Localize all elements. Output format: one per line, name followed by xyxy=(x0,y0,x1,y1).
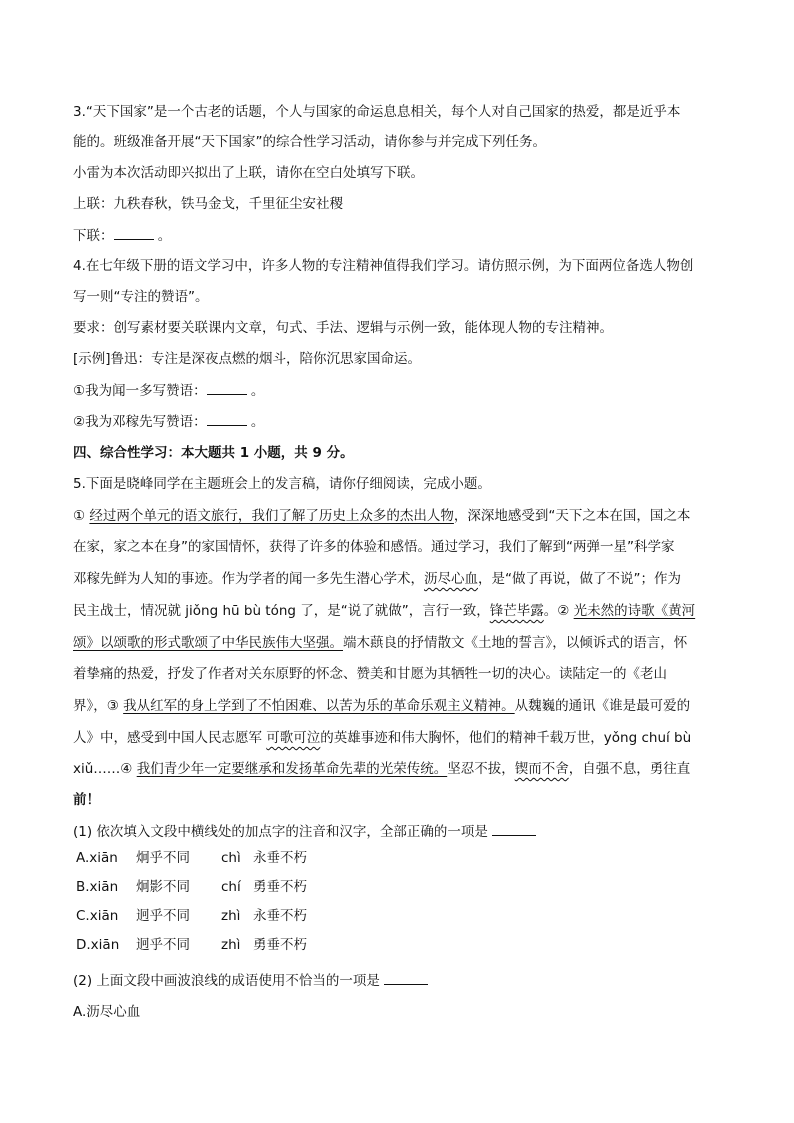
q5-para-line-1 xyxy=(73,506,690,526)
underlined-sentence-4: 我们青少年一定要继承和发扬革命先辈的光荣传统。 xyxy=(136,761,448,777)
q4-item-1 xyxy=(73,380,264,401)
circle-1-marker: ① xyxy=(73,508,90,524)
q5-para-line-3 xyxy=(73,569,681,589)
q4-blank-1[interactable] xyxy=(207,380,247,395)
sub-question-2-blank[interactable] xyxy=(384,970,428,985)
q5-sub-2 xyxy=(73,970,428,991)
q4-blank-2[interactable] xyxy=(207,411,247,426)
sub-question-1-text: (1) 依次填入文段中横线处的加点字的注音和汉字，全部正确的一项是 xyxy=(73,824,488,840)
option-pinyin: chí xyxy=(221,879,241,895)
wavy-idiom-2: 锋芒毕露 xyxy=(489,603,544,619)
option-letter: C.xiān xyxy=(76,908,119,924)
option-idiom: 勇垂不朽 xyxy=(253,879,307,895)
q3-lower-couplet xyxy=(73,225,171,246)
para-text: 端木蕻良的抒情散文《土地的誓言》，以倾诉式的语言，怀 xyxy=(343,635,688,651)
q5-para-line-6: 着挚痛的热爱，抒发了作者对关东原野的怀念、赞美和甘愿为其牺牲一切的决心。读陆定一的《老山 xyxy=(73,666,667,682)
para-text: ，是“做了再说，做了不说”；作为 xyxy=(478,571,681,587)
q5-intro: 5.下面是晓峰同学在主题班会上的发言稿，请你仔细阅读，完成小题。 xyxy=(73,476,491,492)
q5-sub-1 xyxy=(73,821,536,842)
underlined-sentence-1: 经过两个单元的语文旅行，我们了解了历史上众多的杰出人物 xyxy=(89,508,454,524)
option-word: 炯乎不同 xyxy=(136,850,190,866)
sub-question-2-text: (2) 上面文段中画波浪线的成语使用不恰当的一项是 xyxy=(73,973,380,989)
para-text: ，自强不息，勇往直 xyxy=(568,761,691,777)
para-text: 邓稼先鲜为人知的事迹。作为学者的闻一多先生潜心学术， xyxy=(73,571,424,587)
sub-question-1-blank[interactable] xyxy=(492,821,536,836)
q3-lower-period: 。 xyxy=(157,228,172,244)
para-text: 民主战士，情况就 jiǒng hū bù tóng 了，是“说了就做”，言行一致， xyxy=(73,603,490,619)
para-text: 人》中，感受到中国人民志愿军 xyxy=(73,730,267,746)
q5-para-line-7 xyxy=(73,696,690,716)
underlined-sentence-2: 光未然的诗歌《黄河 xyxy=(573,603,696,619)
q5-para-line-2: 在家，家之本在身”的家国情怀，获得了许多的体验和感悟。通过学习，我们了解到“两弹一星”科学家 xyxy=(73,539,675,555)
wavy-idiom-3: 可歌可泣 xyxy=(266,730,321,746)
para-text: 的英雄事迹和伟大胸怀，他们的精神千载万世，yǒng chuí bù xyxy=(320,730,692,746)
circle-3-marker: 界》，③ xyxy=(73,698,124,714)
para-text: 从魏巍的通讯《谁是最可爱的 xyxy=(514,698,691,714)
option-idiom: 永垂不朽 xyxy=(253,850,307,866)
q5-para-line-9 xyxy=(73,759,690,779)
wavy-idiom-4: 锲而不舍 xyxy=(514,761,569,777)
q4-item-1-period: 。 xyxy=(250,383,265,399)
q3-lower-label: 下联： xyxy=(73,228,114,244)
option-letter: B.xiān xyxy=(76,879,119,895)
option-pinyin: chì xyxy=(221,850,241,866)
q4-line-2: 写一则“专注的赞语”。 xyxy=(73,289,209,305)
underlined-sentence-3: 我从红军的身上学到了不怕困难、以苦为乐的革命乐观主义精神。 xyxy=(123,698,515,714)
q3-line-3: 小雷为本次活动即兴拟出了上联，请你在空白处填写下联。 xyxy=(73,165,424,181)
q5-para-line-10: 前！ xyxy=(73,792,100,808)
para-text: ，深深地感受到“天下之本在国，国之本 xyxy=(453,508,691,524)
option-pinyin: zhì xyxy=(221,937,241,953)
q4-item-2 xyxy=(73,411,264,432)
option-word: 迥乎不同 xyxy=(136,908,190,924)
sub-2-option-a[interactable]: A.沥尽心血 xyxy=(73,1004,141,1020)
circle-4-marker: xiǔ……④ xyxy=(73,761,137,777)
underlined-sentence-2-cont: 颂》以颂歌的形式歌颂了中华民族伟大坚强。 xyxy=(73,635,343,651)
option-word: 迥乎不同 xyxy=(136,937,190,953)
q4-line-1: 4.在七年级下册的语文学习中，许多人物的专注精神值得我们学习。请仿照示例，为下面两位备选人物创 xyxy=(73,258,694,274)
q4-example: [示例]鲁迅：专注是深夜点燃的烟斗，陪你沉思家国命运。 xyxy=(73,351,422,367)
q3-line-1: 3.“天下国家”是一个古老的话题，个人与国家的命运息息相关，每个人对自己国家的热爱，都是近乎本 xyxy=(73,104,681,120)
section-4-heading: 四、综合性学习：本大题共 1 小题，共 9 分。 xyxy=(73,445,354,461)
q5-para-line-4 xyxy=(73,601,695,621)
q3-upper-couplet: 上联：九秩春秋，铁马金戈，千里征尘安社稷 xyxy=(73,196,343,212)
q5-para-line-8 xyxy=(73,728,691,748)
option-idiom: 永垂不朽 xyxy=(253,908,307,924)
wavy-idiom-1: 沥尽心血 xyxy=(424,571,478,587)
q3-answer-blank[interactable] xyxy=(114,225,154,240)
q4-item-2-period: 。 xyxy=(250,414,265,430)
q4-item-1-label: ①我为闻一多写赞语： xyxy=(73,383,207,399)
q3-line-2: 能的。班级准备开展“天下国家”的综合性学习活动，请你参与并完成下列任务。 xyxy=(73,134,546,150)
option-letter: D.xiān xyxy=(76,937,120,953)
circle-2-marker: 。② xyxy=(543,603,574,619)
q5-para-line-5 xyxy=(73,633,687,653)
q4-requirement: 要求：创写素材要关联课内文章，句式、手法、逻辑与示例一致，能体现人物的专注精神。 xyxy=(73,320,613,336)
option-idiom: 勇垂不朽 xyxy=(253,937,307,953)
para-text: 坚忍不拔， xyxy=(447,761,515,777)
option-word: 炯影不同 xyxy=(136,879,190,895)
option-letter: A.xiān xyxy=(76,850,118,866)
option-pinyin: zhì xyxy=(221,908,241,924)
q4-item-2-label: ②我为邓稼先写赞语： xyxy=(73,414,207,430)
